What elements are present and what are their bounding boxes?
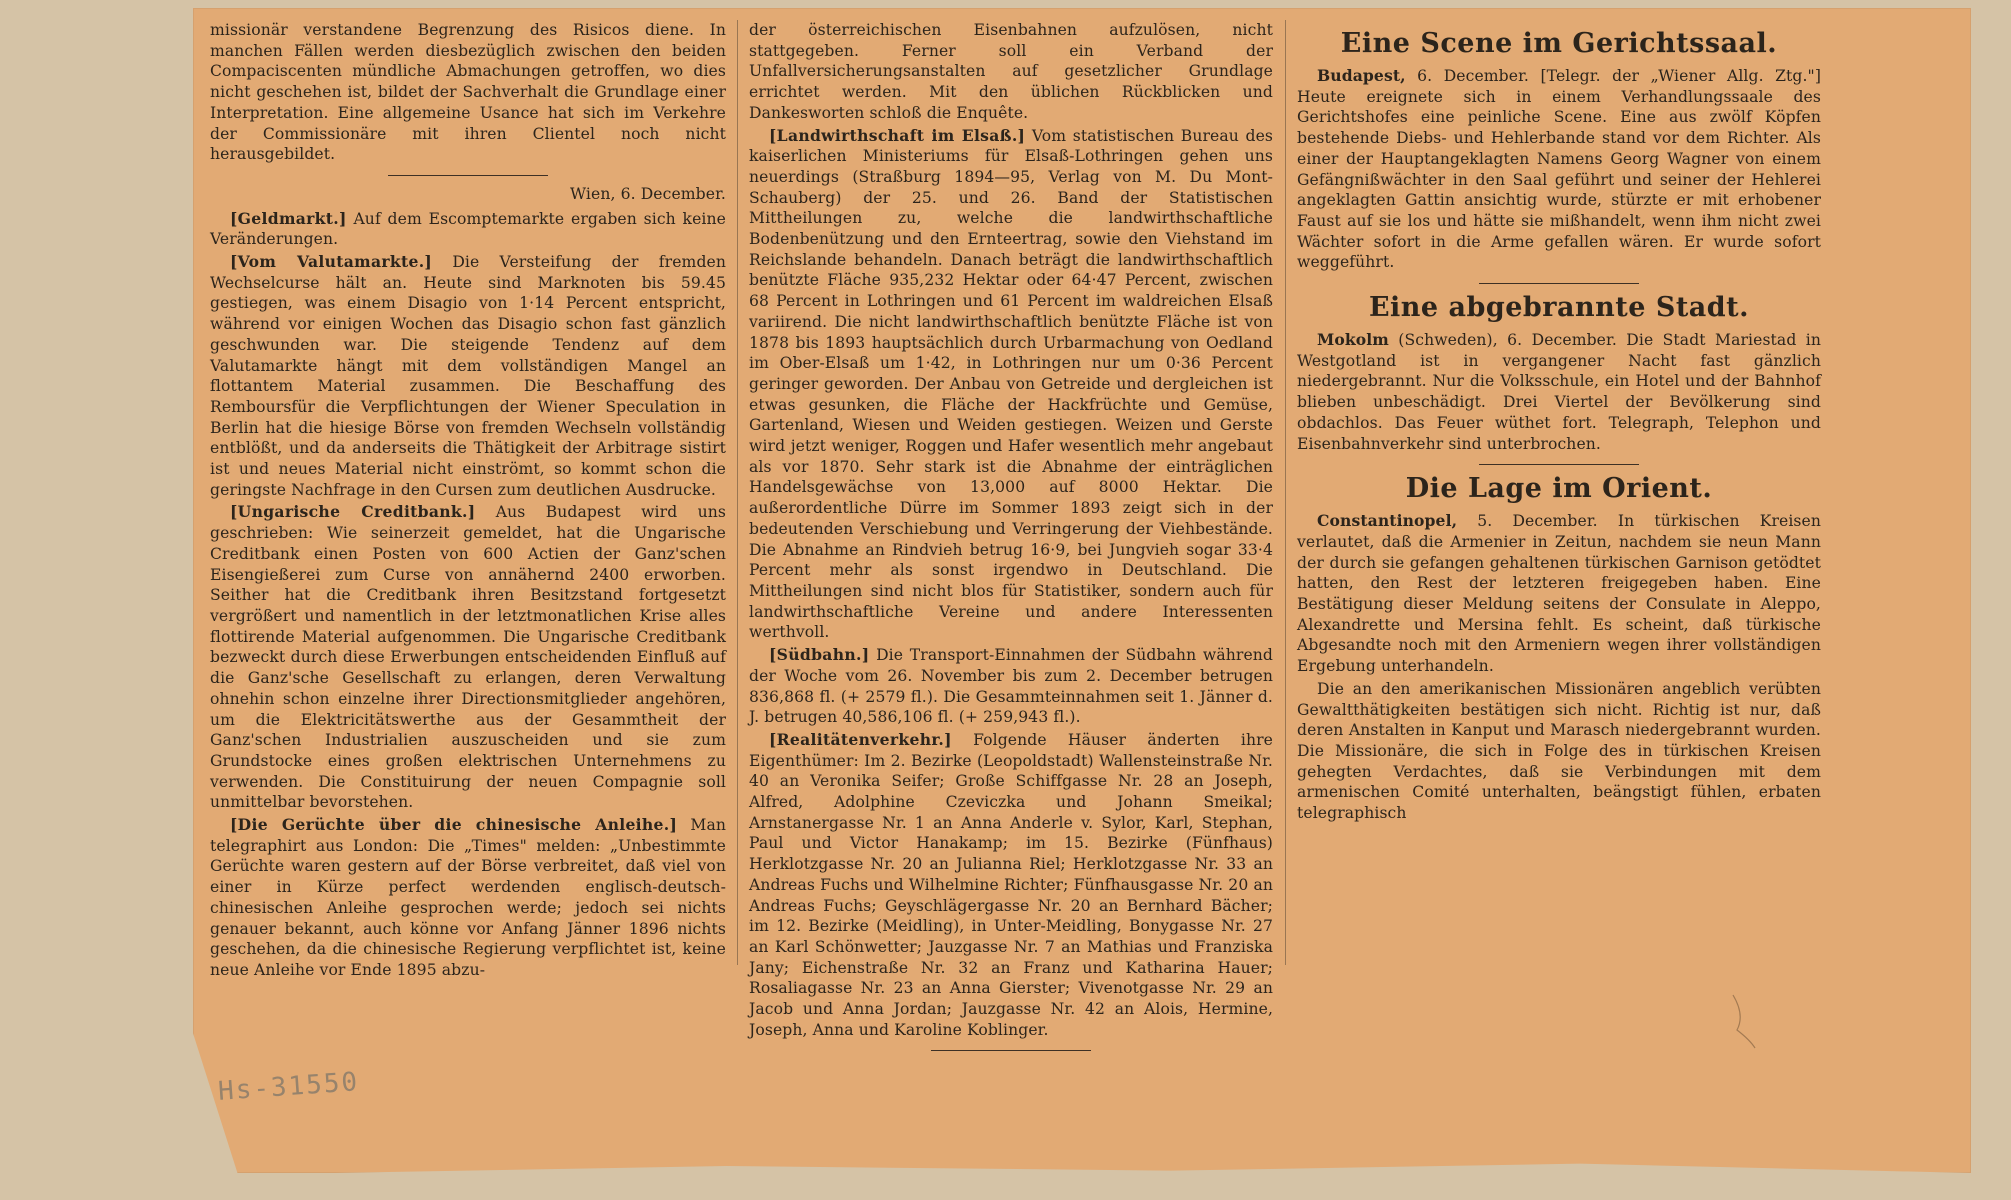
elsass-paragraph [749, 126, 1273, 644]
anleihe-lead: [Die Gerüchte über die chinesische Anleihe.] [230, 815, 678, 835]
column2-intro: der österreichischen Eisenbahnen aufzulösen, nicht stattgegeben. Ferner soll ein Verband der Unfallversicherungsanstalten auf gesetzlicher Grundlage errichtet werden. Mit den üblichen Rückblicken und Dankesworten schloß die Enquête. [749, 21, 1273, 122]
anleihe-paragraph [210, 815, 726, 981]
story1-text: 6. December. [Telegr. der „Wiener Allg. Ztg."] Heute ereignete sich in einem Verhandlungssaale des Gerichtshofes eine peinliche Scene. Eine aus zwölf Köpfen bestehende Diebs- und Hehlerbande stand vor dem Richter. Als einer der Hauptangeklagten Namens Georg Wagner von einem Gefängnißwächter in den Saal geführt und seiner der Hehlerei angeklagten Gattin ansichtig wurde, stürzte er mit erhobener Faust auf sie los und hätte sie mißhandelt, wenn ihm nicht zwei Wächter sofort in die Arme gefallen wären. Er wurde sofort weggeführt. [1297, 67, 1822, 272]
valuta-lead: [Vom Valutamarkte.] [230, 252, 433, 272]
dateline: Wien, 6. December. [570, 184, 726, 203]
anleihe-text: Man telegraphirt aus London: Die „Times" melden: „Unbestimmte Gerüchte waren gestern auf der Börse verbreitet, daß viel von einer in Kürze perfect werdenden englisch-deutsch-chinesischen Anleihe gesprochen werde; jedoch sei nichts genauer bekannt, auch könne vor Anfang Jänner 1896 nichts geschehen, da die chinesische Regierung verpflichtet ist, keine neue Anleihe vor Ende 1895 abzu- [210, 816, 726, 979]
column1-intro: missionär verstandene Begrenzung des Risicos diene. In manchen Fällen werden diesbezüglich zwischen den beiden Compaciscenten mündliche Abmachungen getroffen, wo dies nicht geschehen ist, bildet der Sachverhalt die Grundlage einer Interpretation. Eine allgemeine Usance hat sich im Verkehre der Commissionäre mit ihren Clientel noch nicht herausgebildet. [210, 21, 726, 164]
elsass-text: Vom statistischen Bureau des kaiserlichen Ministeriums für Elsaß-Lothringen gehen uns neuerdings (Straßburg 1894—95, Verlag von M. Du Mont-Schauberg) der 25. und 26. Band der Statistischen Mittheilungen zu, welche die landwirthschaftliche Bodenbenützung und den Ernteertrag, sowie den Viehstand im Reichslande behandeln. Danach beträgt die landwirthschaftlich benützte Fläche 935,232 Hektar oder 64·47 Percent, zwischen 68 Percent in Lothringen und 61 Percent im waldreichen Elsaß variirend. Die nicht landwirthschaftlich benützte Fläche ist von 1878 bis 1893 hauptsächlich durch Urbarmachung von Oedland im Ober-Elsaß um 1·42, in Lothringen nur um 0·36 Percent geringer geworden. Der Anbau von Getreide und dergleichen ist etwas gesunken, die Fläche der Hackfrüchte und Gemüse, Gartenland, Wiesen und Weiden gestiegen. Weizen und Gerste wird jetzt weniger, Roggen und Hafer wesentlich mehr angebaut als vor 1870. Sehr stark ist die Abnahme der einträglichen Handelsgewächse von 13,000 auf 8000 Hektar. Die außerordentliche Dürre im Sommer 1893 zeigt sich in der bedeutenden Verschiebung und Verringerung der Viehbestände. Die Abnahme an Rindvieh betrug 16·9, bei Jungvieh sogar 33·4 Percent mehr als sonst irgendwo in Deutschland. Die Mittheilungen sind nicht blos für Statistiker, sondern auch für landwirthschaftliche Vereine und andere Interessenten werthvoll. [749, 126, 1273, 642]
suedbahn-text: Die Transport-Einnahmen der Südbahn während der Woche vom 26. November bis zum 2. December betrugen 836,868 fl. (+ 2579 fl.). Die Gesammteinnahmen seit 1. Jänner d. J. betrugen 40,586,106 fl. (+ 259,943 fl.). [749, 646, 1274, 727]
story3-text: 5. December. In türkischen Kreisen verlautet, daß die Armenier in Zeitun, nachdem sie neun Mann der durch sie gefangen gehaltenen türkischen Garnison getödtet hatten, den Rest der letzteren freigegeben haben. Eine Bestätigung dieser Meldung seitens der Consulate in Aleppo, Alexandrette und Mersina fehlt. Es scheint, daß türkische Abgesandte noch mit den Armeniern wegen ihrer vollständigen Ergebung unterhandeln. [1297, 512, 1822, 676]
column-1 [210, 20, 726, 983]
geldmarkt-paragraph [210, 209, 726, 250]
headline-stadt: Eine abgebrannte Stadt. [1368, 292, 1750, 324]
real-lead: [Realitätenverkehr.] [769, 729, 952, 749]
credit-lead: [Ungarische Creditbank.] [230, 502, 476, 522]
story1-city: Budapest, [1317, 66, 1406, 85]
column-3 [1297, 20, 1821, 826]
paper-tear-mark [1725, 990, 1760, 1050]
real-paragraph [749, 730, 1273, 1041]
real-text: Folgende Häuser änderten ihre Eigenthümer: Im 2. Bezirke (Leopoldstadt) Wallensteinstraße Nr. 40 an Veronika Seifer; Große Schiffgasse Nr. 28 an Joseph, Alfred, Adolphine Czeviczka und Johann Smeikal; Arnstanergasse Nr. 1 an Anna Anderle v. Sylor, Karl, Stephan, Paul und Victor Hanakamp; im 15. Bezirke (Fünfhaus) Herklotzgasse Nr. 20 an Julianna Riel; Herklotzgasse Nr. 33 an Andreas Fuchs und Wilhelmine Richter; Fünfhausgasse Nr. 20 an Andreas Fuchs; Geyschlägergasse Nr. 20 an Bernhard Bächer; im 12. Bezirke (Meidling), in Unter-Meidling, Bonygasse Nr. 27 an Karl Schönwetter; Jauzgasse Nr. 7 an Mathias und Franziska Jany; Eichenstraße Nr. 32 an Franz und Katharina Hauer; Rosaliagasse Nr. 23 an Anna Gierster; Vivenotgasse Nr. 29 an Jacob und Anna Jordan; Jauzgasse Nr. 42 an Alois, Hermine, Joseph, Anna und Karoline Koblinger. [749, 730, 1273, 1039]
elsass-lead: [Landwirthschaft im Elsaß.] [769, 125, 1026, 145]
credit-paragraph [210, 502, 726, 813]
column-2 [749, 20, 1273, 1059]
story3-city: Constantinopel, [1317, 511, 1458, 531]
headline-orient: Die Lage im Orient. [1405, 473, 1713, 505]
column-divider-1 [737, 20, 738, 965]
valuta-text: Die Versteifung der fremden Wechselcurse hält an. Heute sind Marknoten bis 59.45 gestiegen, was einem Disagio von 1·14 Percent entspricht, während vor einigen Wochen das Disagio schon fast gänzlich geschwunden war. Die steigende Tendenz auf dem Valutamarkte hängt mit dem vollständigen Mangel an flottantem Material zusammen. Die Beschaffung des Remboursfür die Verpflichtungen der Wiener Speculation in Berlin hat die hiesige Börse von fremden Wechseln vollständig entblößt, und da anderseits die Thätigkeit der Arbitrage sistirt ist und neues Material nicht einströmt, so kommt schon die geringste Nachfrage in den Cursen zum deutlichen Ausdrucke. [210, 253, 726, 499]
story2-city: Mokolm [1317, 330, 1389, 350]
suedbahn-lead: [Südbahn.] [769, 645, 870, 665]
section-rule [388, 175, 548, 176]
column-divider-2 [1285, 20, 1286, 965]
section-rule [1479, 464, 1639, 465]
geldmarkt-text: Auf dem Escomptemarkte ergaben sich keine Veränderungen. [210, 209, 726, 249]
story-stadt [1297, 330, 1821, 454]
suedbahn-paragraph [749, 645, 1273, 728]
story-orient-2: Die an den amerikanischen Missionären angeblich verübten Gewaltthätigkeiten bestätigen sich nicht. Richtig ist nur, daß deren Anstalten in Kanput und Marasch niedergebrannt wurden. Die Missionäre, die sich in Folge des in türkischen Kreisen gehegten Verdachtes, daß sie Verbindungen mit dem armenischen Comité unterhalten, beängstigt fühlen, erbaten telegraphisch [1297, 679, 1821, 823]
headline-gerichtssaal: Eine Scene im Gerichtssaal. [1340, 28, 1778, 59]
story-orient [1297, 511, 1821, 677]
credit-text: Aus Budapest wird uns geschrieben: Wie seinerzeit gemeldet, hat die Ungarische Creditbank einen Posten von 600 Actien der Ganz'schen Eisengießerei zum Curse von annähernd 2400 erworben. Seither hat die Creditbank ihren Besitzstand fortgesetzt vergrößert und namentlich in der letztmonatlichen Krise alles flottirende Material aufgenommen. Die Ungarische Creditbank bezweckt durch diese Erwerbungen entscheidenden Einfluß auf die Ganz'sche Gesellschaft zu erlangen, deren Verwaltung ohnehin schon einzelne ihrer Directionsmitglieder angehören, um die Elektricitätswerthe aus der Gesammtheit der Ganz'schen Industrialien auszuscheiden und sie zum Grundstocke eines großen elektrischen Unternehmens zu verwenden. Die Constituirung der neuen Compagnie soll unmittelbar bevorstehen. [210, 503, 726, 812]
story2-text: (Schweden), 6. December. Die Stadt Mariestad in Westgotland ist in vergangener Nacht fast gänzlich niedergebrannt. Nur die Volksschule, ein Hotel und der Bahnhof blieben unbeschädigt. Drei Viertel der Bevölkerung sind obdachlos. Das Feuer wüthet fort. Telegraph, Telephon und Eisenbahnverkehr sind unterbrochen. [1297, 331, 1821, 453]
story-gerichtssaal [1297, 66, 1821, 273]
valuta-paragraph [210, 252, 726, 500]
geldmarkt-lead: [Geldmarkt.] [230, 208, 347, 228]
section-rule [1479, 283, 1639, 284]
archive-signature: Hs-31550 [217, 1067, 361, 1107]
section-rule [931, 1050, 1091, 1051]
